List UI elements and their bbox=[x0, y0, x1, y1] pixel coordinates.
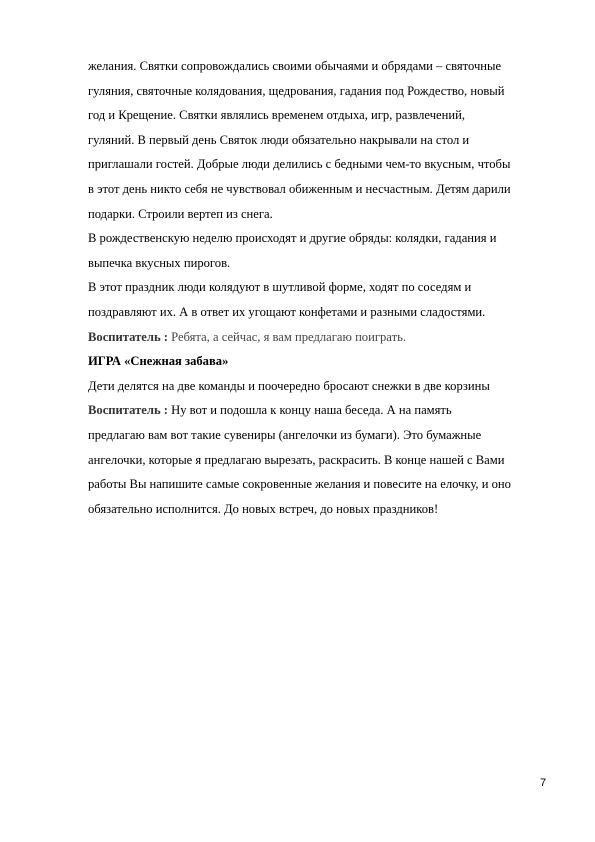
page-number: 7 bbox=[540, 777, 547, 789]
dialogue-text: Ну вот и подошла к концу наша беседа. А на память предлагаю вам вот такие сувениры (ангелочки из бумаги). Это бумажные ангелочки, которые я предлагаю вырезать, раскрасить. В конце нашей с Вами работы Вы напишите самые сокровенные желания и повесите на елочку, и оно обязательно исполнится. До новых встреч, до новых праздников! bbox=[88, 403, 511, 516]
speaker-label: Воспитатель : bbox=[88, 329, 172, 344]
paragraph-caroling: В этот праздник люди колядуют в шутливой форме, ходят по соседям и поздравляют их. А в ответ их угощают конфетами и разными сладостями. bbox=[88, 280, 486, 319]
page-body bbox=[88, 54, 558, 521]
paragraph-svyatki-customs: желания. Святки сопровождались своими обычаями и обрядами – святочные гуляния, святочные колядования, щедрования, гадания под Рождество, новый год и Крещение. Святки являлись временем отдыха, игр, развлечений, гуляний. В первый день Святок люди обязательно накрывали на стол и приглашали гостей. Добрые люди делились с бедными чем-то вкусным, чтобы в этот день никто себя не чувствовал обиженным и несчастным. Детям дарили подарки. Строили вертеп из снега. bbox=[88, 59, 511, 221]
speaker-label: Воспитатель : bbox=[88, 403, 172, 418]
game-title: ИГРА «Снежная забава» bbox=[88, 354, 229, 369]
dialogue-line-1 bbox=[88, 325, 558, 350]
paragraph-christmas-week-rituals: В рождественскую неделю происходят и другие обряды: колядки, гадания и выпечка вкусных пирогов. bbox=[88, 231, 497, 270]
dialogue-line-2 bbox=[88, 398, 558, 521]
dialogue-text: Ребята, а сейчас, я вам предлагаю поиграть. bbox=[171, 329, 406, 344]
game-description: Дети делятся на две команды и поочередно бросают снежки в две корзины bbox=[88, 378, 490, 393]
